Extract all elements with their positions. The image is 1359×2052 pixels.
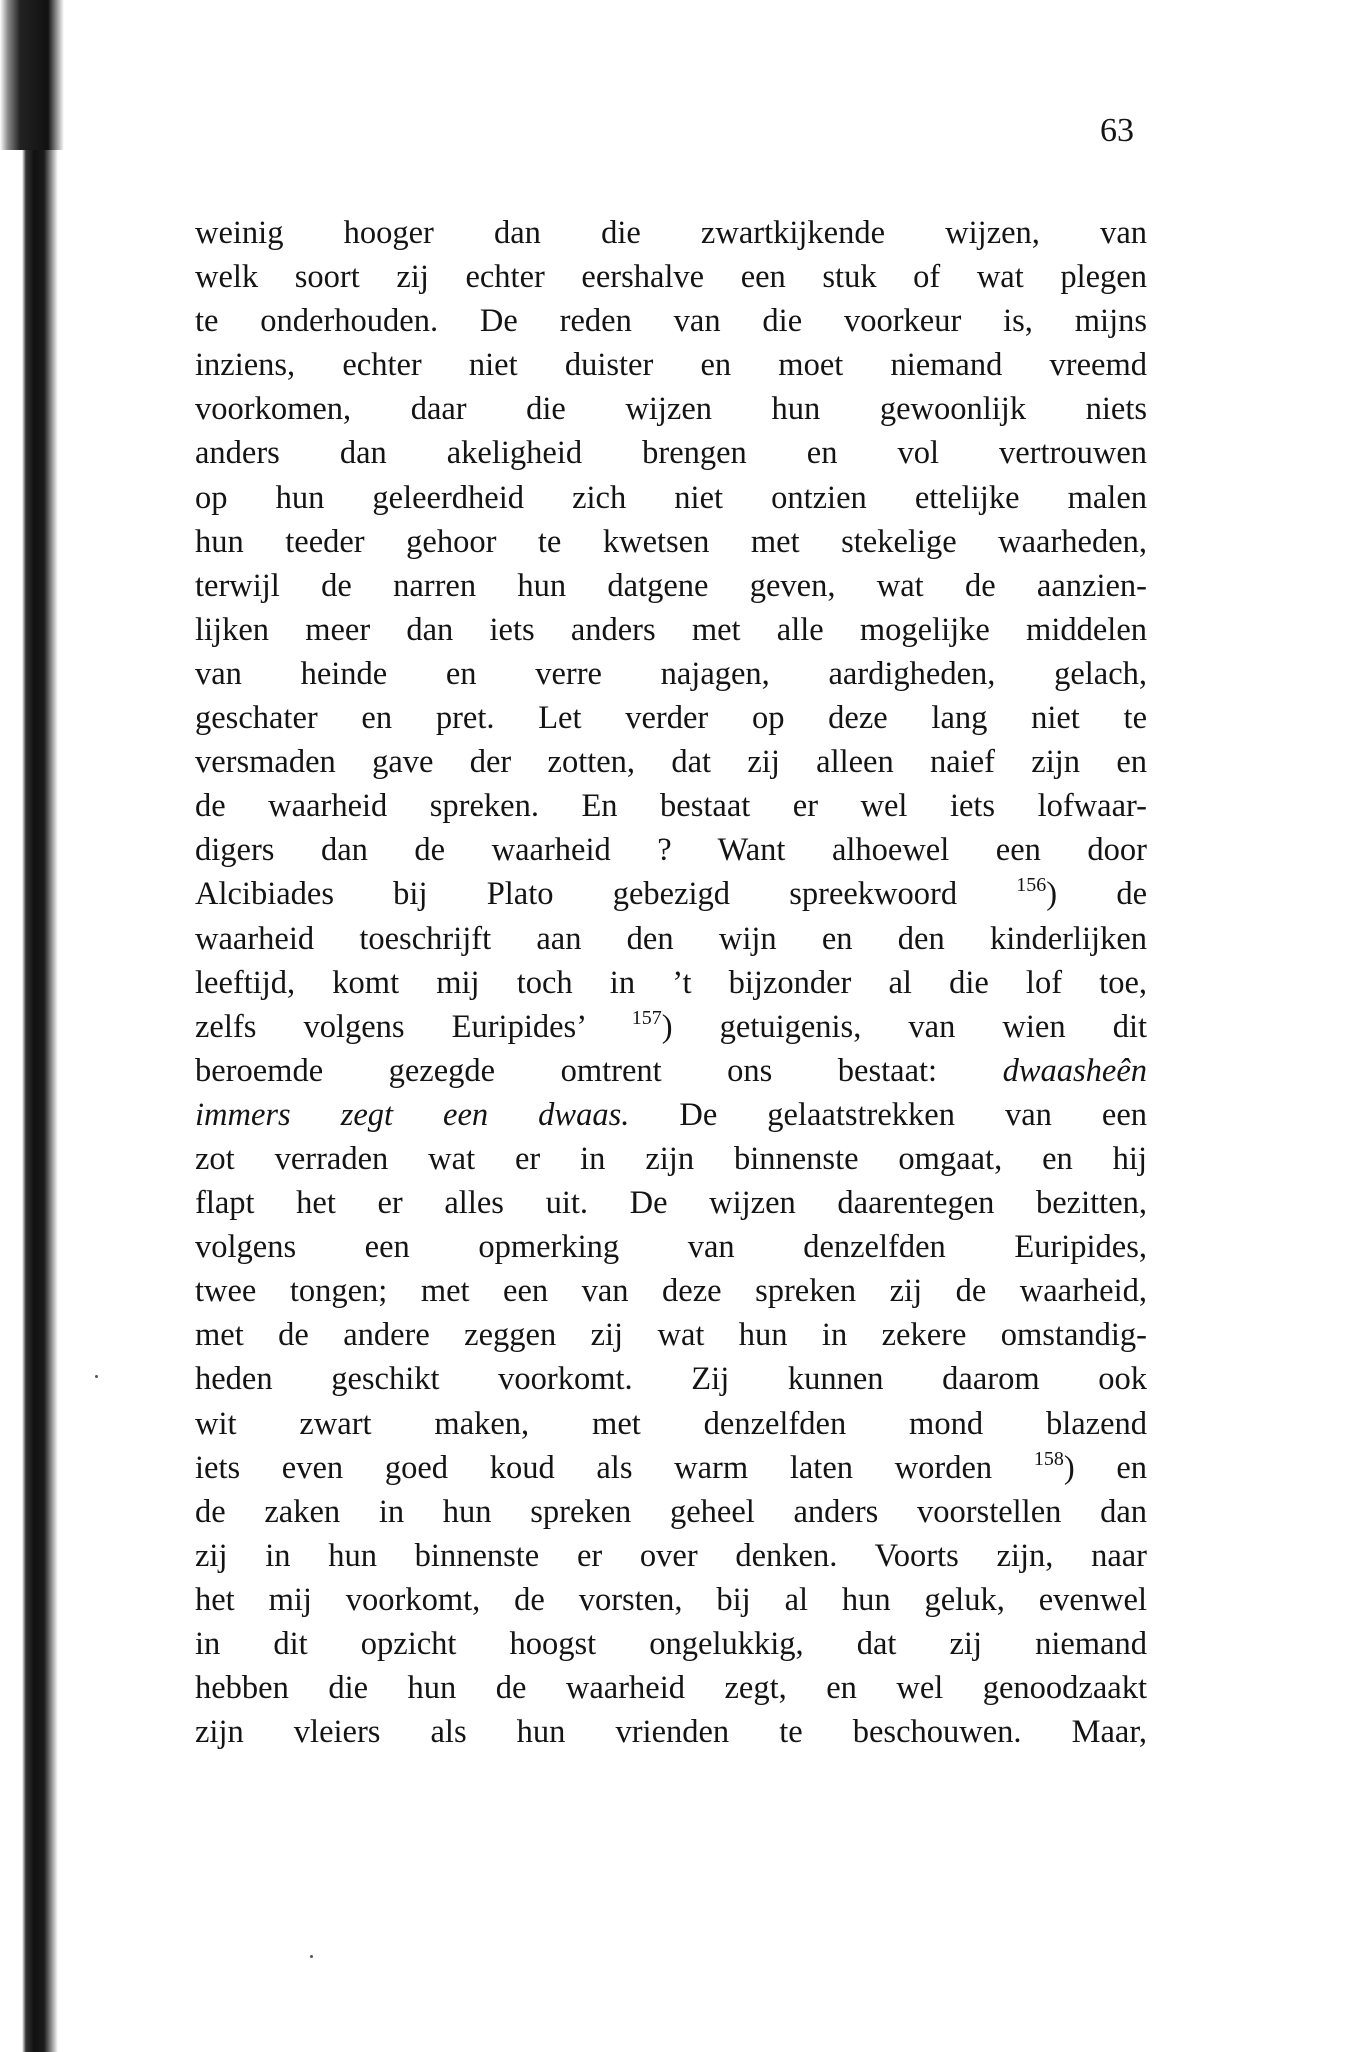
text-line [195, 476, 1147, 520]
text-segment: De gelaatstrekken van een [629, 1096, 1148, 1133]
text-segment: van heinde en verre najagen, aardigheden, gelach, [195, 655, 1147, 692]
text-segment: digers dan de waarheid ? Want alhoewel een door [195, 832, 1147, 869]
text-segment: wit zwart maken, met denzelfden mond blazend [195, 1405, 1147, 1442]
text-line [195, 1446, 1147, 1490]
text-segment: te onderhouden. De reden van die voorkeur is, mijns [195, 303, 1147, 340]
text-segment: zijn vleiers als hun vrienden te beschouwen. Maar, [195, 1714, 1147, 1751]
text-line [195, 1490, 1147, 1534]
text-segment: hun teeder gehoor te kwetsen met stekelige waarheden, [195, 523, 1147, 560]
text-segment: de zaken in hun spreken geheel anders voorstellen dan [195, 1493, 1147, 1530]
text-line [195, 431, 1147, 475]
scan-border [0, 0, 60, 2052]
text-segment: leeftijd, komt mij toch in ’t bijzonder al die lof toe, [195, 964, 1147, 1001]
text-segment: hebben die hun de waarheid zegt, en wel genoodzaakt [195, 1670, 1147, 1707]
text-segment: beroemde gezegde omtrent ons bestaat: [195, 1052, 1003, 1089]
italic-quote: dwaasheên [1002, 1052, 1147, 1089]
text-segment: versmaden gave der zotten, dat zij alleen naief zijn en [195, 744, 1147, 781]
text-segment: zelfs volgens Euripides’ [195, 1008, 632, 1045]
italic-quote: immers zegt een dwaas. [195, 1096, 630, 1133]
text-line [195, 255, 1147, 299]
page-number: 63 [1100, 112, 1134, 149]
text-line [195, 917, 1147, 961]
text-segment: zij in hun binnenste er over denken. Voorts zijn, naar [195, 1537, 1147, 1574]
text-segment: iets even goed koud als warm laten worden [195, 1449, 1034, 1486]
text-segment: terwijl de narren hun datgene geven, wat de aanzien- [195, 567, 1147, 604]
text-line [195, 520, 1147, 564]
text-line [195, 1137, 1147, 1181]
text-line [195, 784, 1147, 828]
text-line [195, 828, 1147, 872]
text-line [195, 1269, 1147, 1313]
text-segment: inziens, echter niet duister en moet niemand vreemd [195, 347, 1147, 384]
text-segment: twee tongen; met een van deze spreken zij de waarheid, [195, 1273, 1147, 1310]
text-segment: volgens een opmerking van denzelfden Euripides, [195, 1229, 1147, 1266]
text-line [195, 1710, 1147, 1754]
text-segment: op hun geleerdheid zich niet ontzien ettelijke malen [195, 479, 1147, 516]
text-line [195, 1578, 1147, 1622]
text-line [195, 1534, 1147, 1578]
text-segment: in dit opzicht hoogst ongelukkig, dat zij niemand [195, 1626, 1147, 1662]
text-segment: ) en [1063, 1449, 1148, 1486]
text-line [195, 387, 1147, 431]
text-segment: met de andere zeggen zij wat hun in zekere omstandig- [195, 1317, 1147, 1354]
text-line [195, 1313, 1147, 1357]
text-line [195, 696, 1147, 740]
scan-speck [95, 1375, 98, 1378]
text-segment: het mij voorkomt, de vorsten, bij al hun geluk, evenwel [195, 1581, 1147, 1618]
scan-speck [310, 1955, 313, 1958]
text-line [195, 299, 1147, 343]
footnote-reference: 156 [1016, 874, 1047, 897]
text-line [195, 1402, 1147, 1446]
text-segment: lijken meer dan iets anders met alle mogelijke middelen [195, 611, 1147, 648]
text-segment: zot verraden wat er in zijn binnenste omgaat, en hij [195, 1140, 1147, 1177]
text-line [195, 1622, 1147, 1666]
text-line [195, 211, 1147, 255]
text-segment: geschater en pret. Let verder op deze lang niet te [195, 700, 1147, 737]
text-segment: welk soort zij echter eershalve een stuk of wat plegen [195, 259, 1147, 296]
text-line [195, 1225, 1147, 1269]
text-segment: flapt het er alles uit. De wijzen daarentegen bezitten, [195, 1185, 1147, 1222]
text-line [195, 1005, 1147, 1049]
body-text [195, 211, 1147, 1754]
text-line [195, 343, 1147, 387]
text-line [195, 608, 1147, 652]
text-segment: waarheid toeschrijft aan den wijn en den kinderlijken [195, 920, 1147, 957]
text-segment: voorkomen, daar die wijzen hun gewoonlijk niets [195, 391, 1147, 428]
text-line [195, 564, 1147, 608]
text-line [195, 872, 1147, 916]
scan-border-top [0, 0, 70, 150]
text-line [195, 1666, 1147, 1710]
text-line [195, 1049, 1147, 1093]
text-line [195, 740, 1147, 784]
text-segment: anders dan akeligheid brengen en vol vertrouwen [195, 435, 1147, 472]
footnote-reference: 158 [1033, 1447, 1064, 1470]
text-segment: Alcibiades bij Plato gebezigd spreekwoord [195, 876, 1017, 913]
text-line [195, 1181, 1147, 1225]
text-line [195, 1093, 1147, 1137]
text-segment: ) de [1046, 876, 1147, 913]
text-segment: ) getuigenis, van wien dit [661, 1008, 1148, 1045]
footnote-reference: 157 [631, 1006, 662, 1029]
text-line [195, 1357, 1147, 1401]
text-segment: de waarheid spreken. En bestaat er wel iets lofwaar- [195, 788, 1147, 825]
text-segment: heden geschikt voorkomt. Zij kunnen daarom ook [195, 1361, 1147, 1398]
text-line [195, 652, 1147, 696]
text-segment: weinig hooger dan die zwartkijkende wijzen, van [195, 215, 1147, 251]
text-line [195, 961, 1147, 1005]
